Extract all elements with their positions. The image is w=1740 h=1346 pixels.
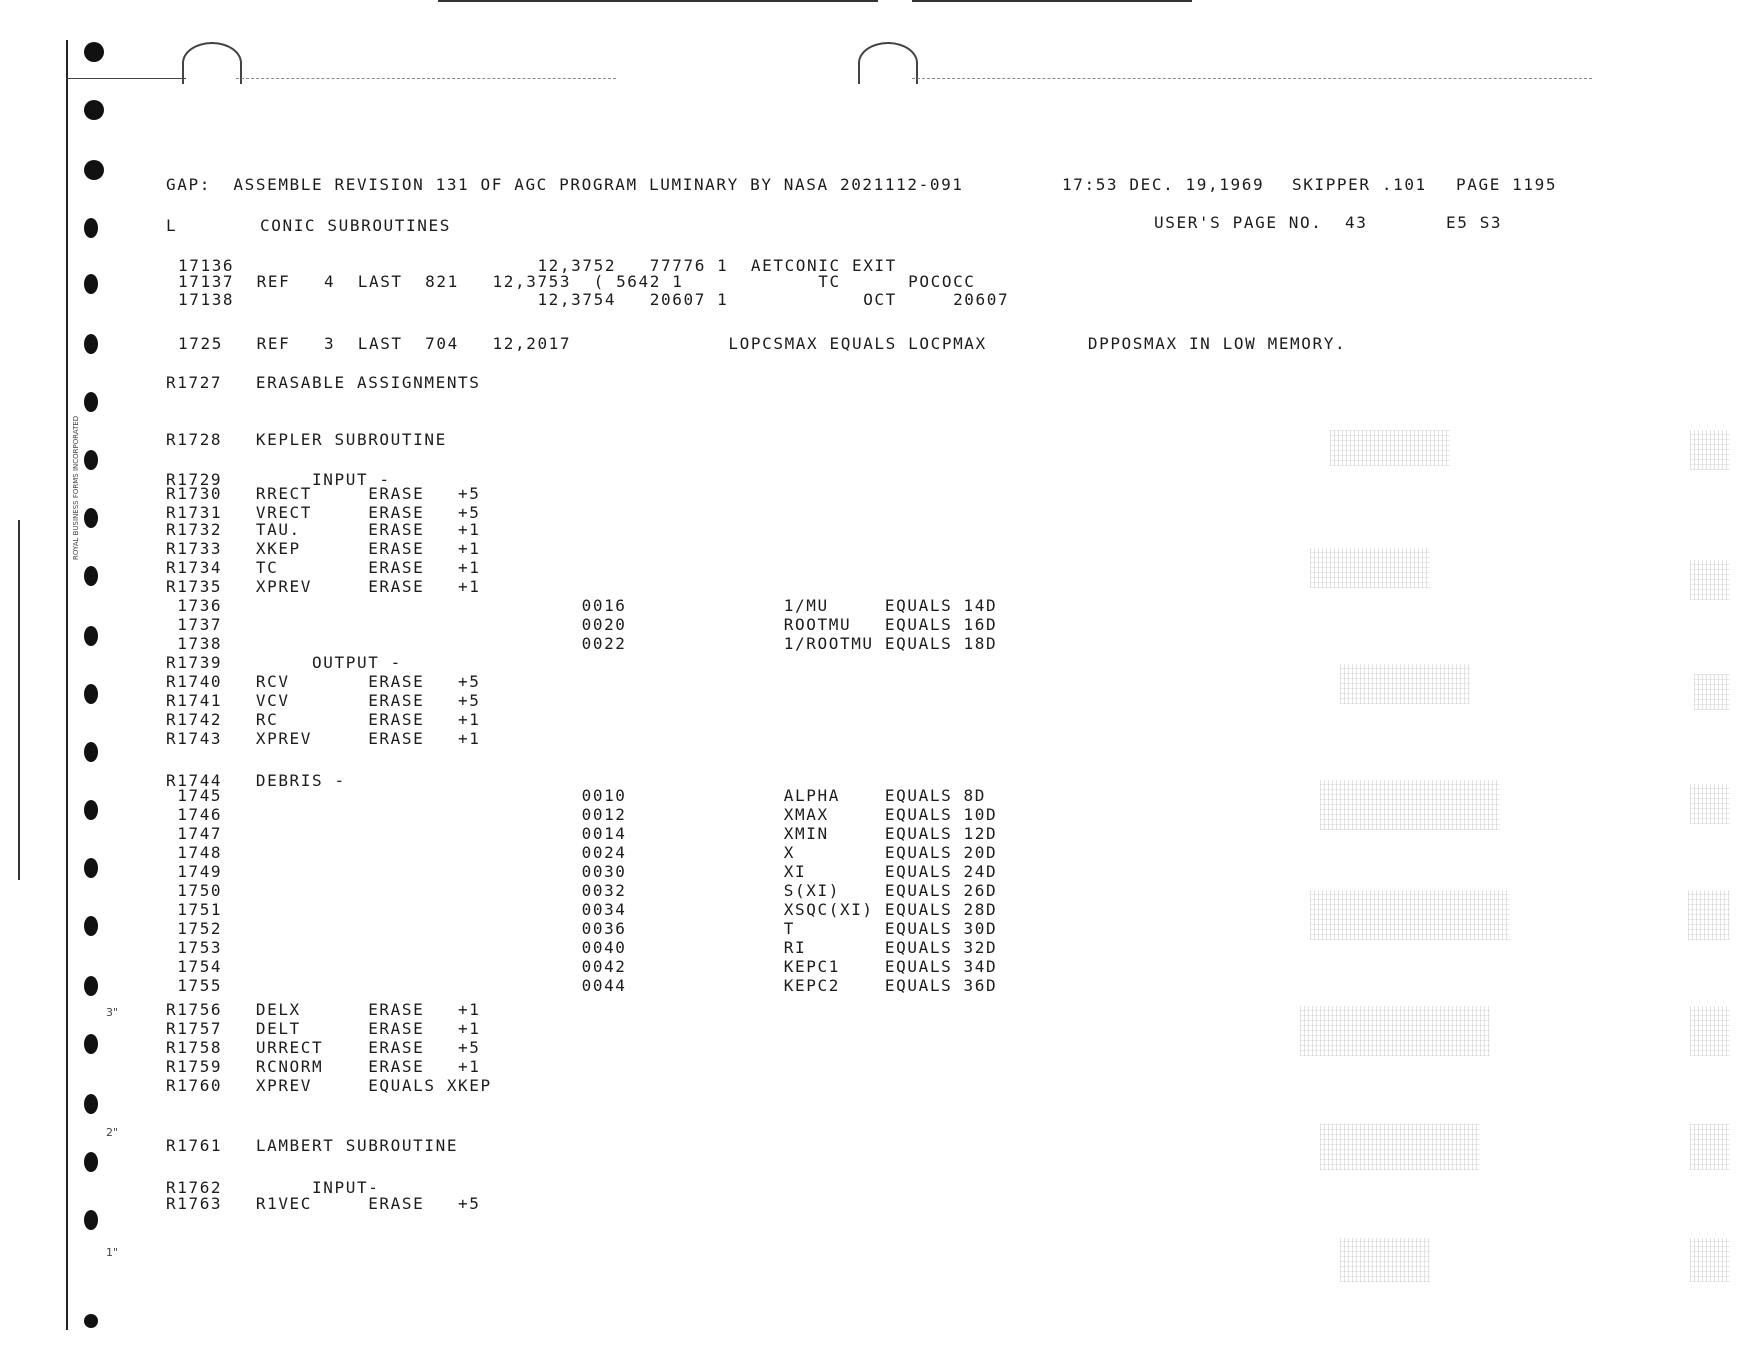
perforation-line-left: [236, 78, 616, 79]
listing-line: R1742 RC ERASE +1: [166, 710, 481, 729]
sprocket-hole: [84, 800, 98, 820]
listing-line: R1731 VRECT ERASE +5: [166, 503, 481, 522]
page-number: PAGE 1195: [1456, 175, 1558, 194]
sprocket-hole: [84, 1034, 98, 1054]
left-margin-rule: [66, 40, 68, 1330]
scan-noise: [1688, 890, 1730, 940]
listing-line: 1738 0022 1/ROOTMU EQUALS 18D: [166, 634, 998, 653]
listing-line: 1737 0020 ROOTMU EQUALS 16D: [166, 615, 998, 634]
listing-line: 1750 0032 S(XI) EQUALS 26D: [166, 881, 998, 900]
sprocket-hole: [84, 976, 98, 996]
time-date: 17:53 DEC. 19,1969: [1062, 175, 1265, 194]
fold-mark: 2": [106, 1126, 119, 1139]
listing-line: 1736 0016 1/MU EQUALS 14D: [166, 596, 998, 615]
listing-line: 17138 12,3754 20607 1 OCT 20607: [178, 290, 1010, 309]
perforation-line-right: [912, 78, 1592, 79]
side-binding-mark: [18, 520, 20, 880]
listing-line: R1759 RCNORM ERASE +1: [166, 1057, 481, 1076]
listing-line: 1745 0010 ALPHA EQUALS 8D: [166, 786, 986, 805]
scan-noise: [1310, 548, 1430, 588]
scan-noise: [1694, 674, 1730, 710]
scan-noise: [1320, 1124, 1480, 1170]
scan-noise: [1690, 1238, 1730, 1282]
scan-noise: [1690, 784, 1730, 824]
listing-line: R1735 XPREV ERASE +1: [166, 577, 481, 596]
scan-noise: [1690, 1124, 1730, 1170]
sprocket-hole: [84, 450, 98, 470]
listing-line: R1743 XPREV ERASE +1: [166, 729, 481, 748]
tear-tab-center: [858, 42, 918, 84]
listing-line: R1728 KEPLER SUBROUTINE: [166, 430, 447, 449]
listing-line: 1751 0034 XSQC(XI) EQUALS 28D: [166, 900, 998, 919]
listing-line: R1730 RRECT ERASE +5: [166, 484, 481, 503]
scan-noise: [1310, 890, 1510, 940]
subheader-flag: L: [166, 216, 178, 235]
sprocket-hole: [84, 1094, 98, 1114]
listing-line: R1729 INPUT -: [166, 470, 391, 489]
scan-noise: [1690, 560, 1730, 600]
listing-line: 1754 0042 KEPC1 EQUALS 34D: [166, 957, 998, 976]
sprocket-hole: [84, 274, 98, 294]
listing-line: 17136 12,3752 77776 1 AETCONIC EXIT: [178, 256, 897, 275]
sprocket-hole: [84, 916, 98, 936]
sprocket-hole: [84, 684, 98, 704]
scan-noise: [1690, 1006, 1730, 1056]
listing-line: R1741 VCV ERASE +5: [166, 691, 481, 710]
sprocket-hole: [84, 42, 104, 62]
listing-line: R1744 DEBRIS -: [166, 771, 346, 790]
users-page-number: USER'S PAGE NO. 43: [1154, 213, 1368, 232]
operator-name: SKIPPER .101: [1292, 175, 1427, 194]
listing-line: R1758 URRECT ERASE +5: [166, 1038, 481, 1057]
listing-line: 1749 0030 XI EQUALS 24D: [166, 862, 998, 881]
listing-line: 1747 0014 XMIN EQUALS 12D: [166, 824, 998, 843]
listing-line: 1746 0012 XMAX EQUALS 10D: [166, 805, 998, 824]
listing-line: R1739 OUTPUT -: [166, 653, 402, 672]
sprocket-hole: [84, 1152, 98, 1172]
listing-line: 1748 0024 X EQUALS 20D: [166, 843, 998, 862]
fold-mark: 3": [106, 1006, 119, 1019]
listing-line: R1761 LAMBERT SUBROUTINE: [166, 1136, 459, 1155]
listing-line: 1755 0044 KEPC2 EQUALS 36D: [166, 976, 998, 995]
listing-line: R1760 XPREV EQUALS XKEP: [166, 1076, 492, 1095]
fold-mark: 1": [106, 1246, 119, 1259]
top-rule-right: [912, 0, 1192, 2]
sprocket-hole: [84, 1210, 98, 1230]
listing-line: 17137 REF 4 LAST 821 12,3753 ( 5642 1 TC POCOCC: [178, 272, 976, 291]
sprocket-hole: [84, 392, 98, 412]
margin-vertical-label: ROYAL BUSINESS FORMS INCORPORATED: [72, 415, 80, 560]
scan-noise: [1340, 1238, 1430, 1282]
scan-noise: [1340, 664, 1470, 704]
tear-tab-left: [182, 42, 242, 84]
sprocket-hole: [84, 100, 104, 120]
sprocket-hole: [84, 334, 98, 354]
scan-noise: [1330, 430, 1450, 466]
sprocket-hole: [84, 1314, 98, 1328]
location-code: E5 S3: [1446, 213, 1503, 232]
listing-line: R1734 TC ERASE +1: [166, 558, 481, 577]
assembly-title: GAP: ASSEMBLE REVISION 131 OF AGC PROGRAM LUMINARY BY NASA 2021112-091: [166, 175, 964, 194]
listing-line: 1725 REF 3 LAST 704 12,2017 LOPCSMAX EQUALS LOCPMAX DPPOSMAX IN LOW MEMORY.: [178, 334, 1347, 353]
margin-top-line: [66, 78, 186, 79]
sprocket-hole: [84, 626, 98, 646]
listing-line: R1756 DELX ERASE +1: [166, 1000, 481, 1019]
sprocket-hole: [84, 508, 98, 528]
listing-line: R1762 INPUT-: [166, 1178, 380, 1197]
sprocket-hole: [84, 742, 98, 762]
listing-line: R1740 RCV ERASE +5: [166, 672, 481, 691]
listing-line: 1752 0036 T EQUALS 30D: [166, 919, 998, 938]
section-title: CONIC SUBROUTINES: [260, 216, 451, 235]
sprocket-hole: [84, 858, 98, 878]
listing-line: R1732 TAU. ERASE +1: [166, 520, 481, 539]
listing-line: R1733 XKEP ERASE +1: [166, 539, 481, 558]
scan-noise: [1690, 430, 1730, 470]
listing-line: R1763 R1VEC ERASE +5: [166, 1194, 481, 1213]
sprocket-hole: [84, 218, 98, 238]
listing-line: 1753 0040 RI EQUALS 32D: [166, 938, 998, 957]
sprocket-hole: [84, 160, 104, 180]
sprocket-hole: [84, 566, 98, 586]
scan-noise: [1300, 1006, 1490, 1056]
listing-line: R1757 DELT ERASE +1: [166, 1019, 481, 1038]
scan-noise: [1320, 780, 1500, 830]
listing-line: R1727 ERASABLE ASSIGNMENTS: [166, 373, 481, 392]
top-rule-left: [438, 0, 878, 2]
